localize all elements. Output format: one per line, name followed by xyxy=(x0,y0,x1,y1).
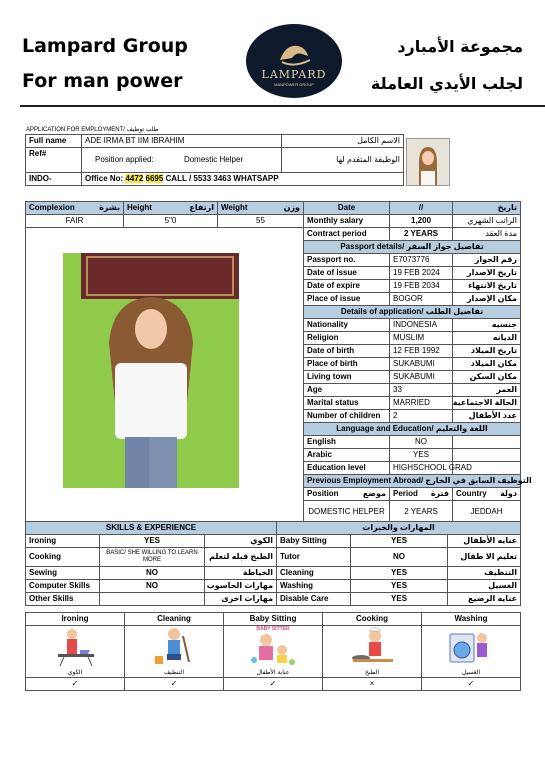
logo-name: LAMPARD xyxy=(261,68,327,81)
icon-label-baby-sitting: Baby Sitting xyxy=(224,613,323,626)
height-value: 5"0 xyxy=(124,215,218,228)
icon-label-cooking: Cooking xyxy=(323,613,422,626)
applicant-photo xyxy=(63,253,239,488)
salary-ar: الراتب الشهري xyxy=(453,215,521,228)
ironing-checkmark: ✓ xyxy=(26,678,125,691)
indo-label: INDO- xyxy=(26,173,82,186)
table-row: Passport no. E7073776 رقم الجواز xyxy=(26,254,521,267)
prev-country-value: JEDDAH xyxy=(453,501,521,524)
position-cell: Position applied: Domestic Helper xyxy=(82,148,282,173)
language-section-header: Language and Education/ اللغة والتعليم xyxy=(304,423,521,436)
company-tagline-en: For man power xyxy=(22,70,183,92)
date-label: Date xyxy=(304,202,390,215)
table-row: Computer Skills NO مهارات الحاسوب Washing YES الغسيل xyxy=(26,580,521,593)
cooking-cross-mark: × xyxy=(323,678,422,691)
company-name-ar: مجموعة الأمبارد xyxy=(397,37,523,56)
position-ar: الوظيفة المتقدم لها xyxy=(282,148,404,173)
icon-label-ironing: Ironing xyxy=(26,613,125,626)
prev-position-header: Position موضع xyxy=(304,488,390,501)
table-row: Religion MUSLIM الديانه xyxy=(26,332,521,345)
passport-photo-thumbnail xyxy=(406,138,450,186)
details-section-header: Details of application/ تفاصيل الطلب xyxy=(304,306,521,319)
company-name-en: Lampard Group xyxy=(22,35,188,57)
previous-employment-header: Previous Employment Abroad/ التوظيف السابق في الخارج xyxy=(304,475,521,488)
company-logo xyxy=(246,24,342,98)
table-row: Date of issue 19 FEB 2024 تاريخ الاصدار xyxy=(26,267,521,280)
complexion-header: Complexion بشرة xyxy=(26,202,124,215)
period-ar: مدة العقد xyxy=(453,228,521,241)
cooking-icon xyxy=(347,626,397,666)
table-row: Place of birth SUKABUMI مكان الميلاد xyxy=(26,358,521,371)
salary-value: 1,200 xyxy=(390,215,453,228)
period-value: 2 YEARS xyxy=(390,228,453,241)
table-row: Living town SUKABUMI مكان السكن xyxy=(26,371,521,384)
table-row: English NO xyxy=(26,436,521,449)
cooking-cell: الطبخ xyxy=(323,626,422,678)
table-row: Cooking BASIC/ SHE WILLING TO LEARN MORE الطبخ قبله لتعلم Tutor NO تعليم الا طفال xyxy=(26,548,521,567)
person-thumbnail-icon xyxy=(407,139,449,185)
baby-sitter-badge: BABY SITTER xyxy=(256,626,290,632)
skills-table xyxy=(25,521,521,606)
application-label: APPLICATION FOR EMPLOYMENT/ طلب توظيف xyxy=(26,127,159,133)
salary-label: Monthly salary xyxy=(304,215,390,228)
table-row: Place of issue BOGOR مكان الإصدار xyxy=(26,293,521,306)
table-row: Date of expire 19 FEB 2034 تاريخ الانتهاء xyxy=(26,280,521,293)
table-row: Other Skills مهارات اخرى Disable Care YES عنايه الرضيع xyxy=(26,593,521,606)
ironing-cell: الكوي xyxy=(26,626,125,678)
height-header: Height ارتفاع xyxy=(124,202,218,215)
date-ar: تاريخ xyxy=(453,202,521,215)
table-row: Marital status MARRIED الحالة الاجتماعية xyxy=(26,397,521,410)
full-name-value: ADE IRMA BT IIM IBRAHIM xyxy=(82,135,282,148)
cleaning-cell: التنظيف xyxy=(125,626,224,678)
skill-icons-table xyxy=(25,612,521,691)
complexion-value: FAIR xyxy=(26,215,124,228)
skills-section-header-ar: المهارات والخبرات xyxy=(277,522,521,535)
weight-value: 55 xyxy=(218,215,304,228)
full-name-ar: الاسم الكامل xyxy=(282,135,404,148)
skills-section-header: SKILLS & EXPERIENCE xyxy=(26,522,277,535)
washing-checkmark: ✓ xyxy=(422,678,521,691)
application-table xyxy=(25,134,404,186)
prev-period-value: 2 YEARS xyxy=(390,501,453,524)
header-divider xyxy=(20,105,545,107)
baby-sitting-cell: BABY SITTER عناية الأطفال xyxy=(224,626,323,678)
prev-position-value: DOMESTIC HELPER xyxy=(304,501,390,524)
table-row: Number of children 2 عدد الأطفال xyxy=(26,410,521,423)
baby-sitting-icon xyxy=(248,632,298,666)
washing-icon xyxy=(446,626,496,666)
weight-header: Weight وزن xyxy=(218,202,304,215)
ref-label: Ref# xyxy=(26,148,82,173)
baby-sitting-checkmark: ✓ xyxy=(224,678,323,691)
table-row: Age 33 العمر xyxy=(26,384,521,397)
full-name-label: Full name xyxy=(26,135,82,148)
person-photo-icon xyxy=(63,253,239,488)
period-label: Contract period xyxy=(304,228,390,241)
cleaning-checkmark: ✓ xyxy=(125,678,224,691)
washing-cell: الغسيل xyxy=(422,626,521,678)
office-number: Office No: 4472 6695 CALL / 5533 3463 WHATSAPP xyxy=(82,173,404,186)
table-row: Arabic YES xyxy=(26,449,521,462)
prev-country-header: Country دولة xyxy=(453,488,521,501)
table-row: Sewing NO الخياطة Cleaning YES التنظيف xyxy=(26,567,521,580)
prev-period-header: Period فترة xyxy=(390,488,453,501)
table-row: Ironing YES الكوي Baby Sitting YES عنايه الأطفال xyxy=(26,535,521,548)
ironing-icon xyxy=(50,626,100,666)
table-row: Nationality INDONESIA جنسيه xyxy=(26,319,521,332)
date-value: // xyxy=(390,202,453,215)
icon-label-cleaning: Cleaning xyxy=(125,613,224,626)
cleaning-icon xyxy=(149,626,199,666)
company-tagline-ar: لجلب الأيدي العاملة xyxy=(370,74,523,93)
icon-label-washing: Washing xyxy=(422,613,521,626)
table-row: Date of birth 12 FEB 1992 تاريخ الميلاد xyxy=(26,345,521,358)
passport-section-header: Passport details/ تفاصيل جواز السفر xyxy=(304,241,521,254)
logo-subtitle: MANPOWER GROUP xyxy=(274,82,314,87)
table-row: Education level HIGHSCHOOL GRAD xyxy=(26,462,521,475)
